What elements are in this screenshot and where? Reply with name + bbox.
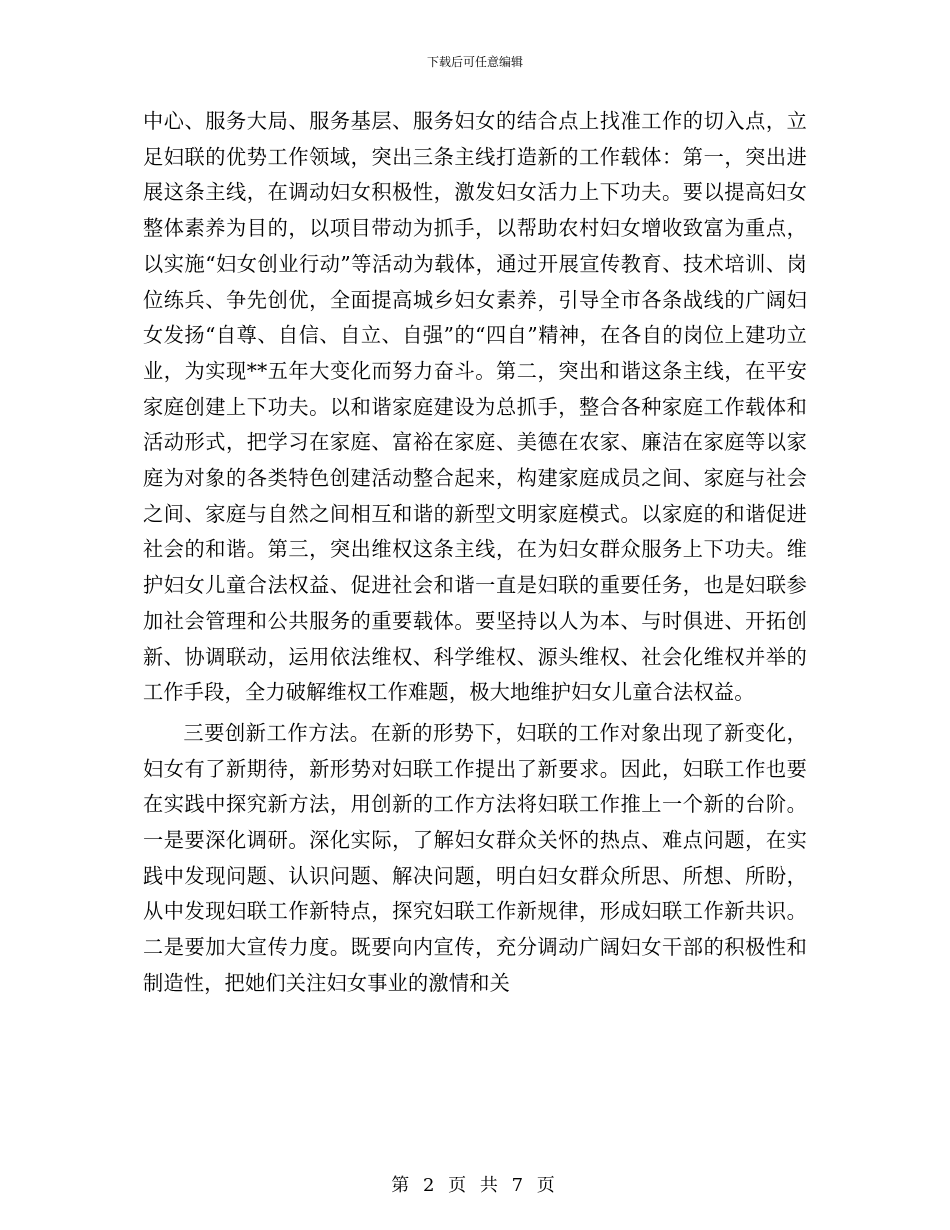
- body-paragraph-1: 中心、服务大局、服务基层、服务妇女的结合点上找准工作的切入点，立足妇联的优势工作领域，突出三条主线打造新的工作载体：第一，突出进展这条主线，在调动妇女积极性，激发妇女活力上下功夫。要以提高妇女整体素养为目的，以项目带动为抓手，以帮助农村妇女增收致富为重点，以实施“妇女创业行动”等活动为载体，通过开展宣传教育、技术培训、岗位练兵、争先创优，全面提高城乡妇女素养，引导全市各条战线的广阔妇女发扬“自尊、自信、自立、自强”的“四自”精神，在各自的岗位上建功立业，为实现**五年大变化而努力奋斗。第二，突出和谐这条主线，在平安家庭创建上下功夫。以和谐家庭建设为总抓手，整合各种家庭工作载体和活动形式，把学习在家庭、富裕在家庭、美德在农家、廉洁在家庭等以家庭为对象的各类特色创建活动整合起来，构建家庭成员之间、家庭与社会之间、家庭与自然之间相互和谐的新型文明家庭模式。以家庭的和谐促进社会的和谐。第三，突出维权这条主线，在为妇女群众服务上下功夫。维护妇女儿童合法权益、促进社会和谐一直是妇联的重要任务，也是妇联参加社会管理和公共服务的重要载体。要坚持以人为本、与时俱进、开拓创新、协调联动，运用依法维权、科学维权、源头维权、社会化维权并举的工作手段，全力破解维权工作难题，极大地维护妇女儿童合法权益。: [143, 109, 807, 705]
- body-paragraph-2: 三要创新工作方法。在新的形势下，妇联的工作对象出现了新变化，妇女有了新期待，新形势对妇联工作提出了新要求。因此，妇联工作也要在实践中探究新方法，用创新的工作方法将妇联工作推上一个新的台阶。一是要深化调研。深化实际，了解妇女群众关怀的热点、难点问题，在实践中发现问题、认识问题、解决问题，明白妇女群众所思、所想、所盼，从中发现妇联工作新特点，探究妇联工作新规律，形成妇联工作新共识。二是要加大宣传力度。既要向内宣传，充分调动广阔妇女干部的积极性和制造性，把她们关注妇女事业的激情和关: [143, 720, 807, 995]
- document-body: [143, 104, 807, 1002]
- page-header: 下载后可任意编辑: [426, 55, 523, 69]
- page-number-footer: 第 2 页 共 7 页: [391, 1175, 559, 1196]
